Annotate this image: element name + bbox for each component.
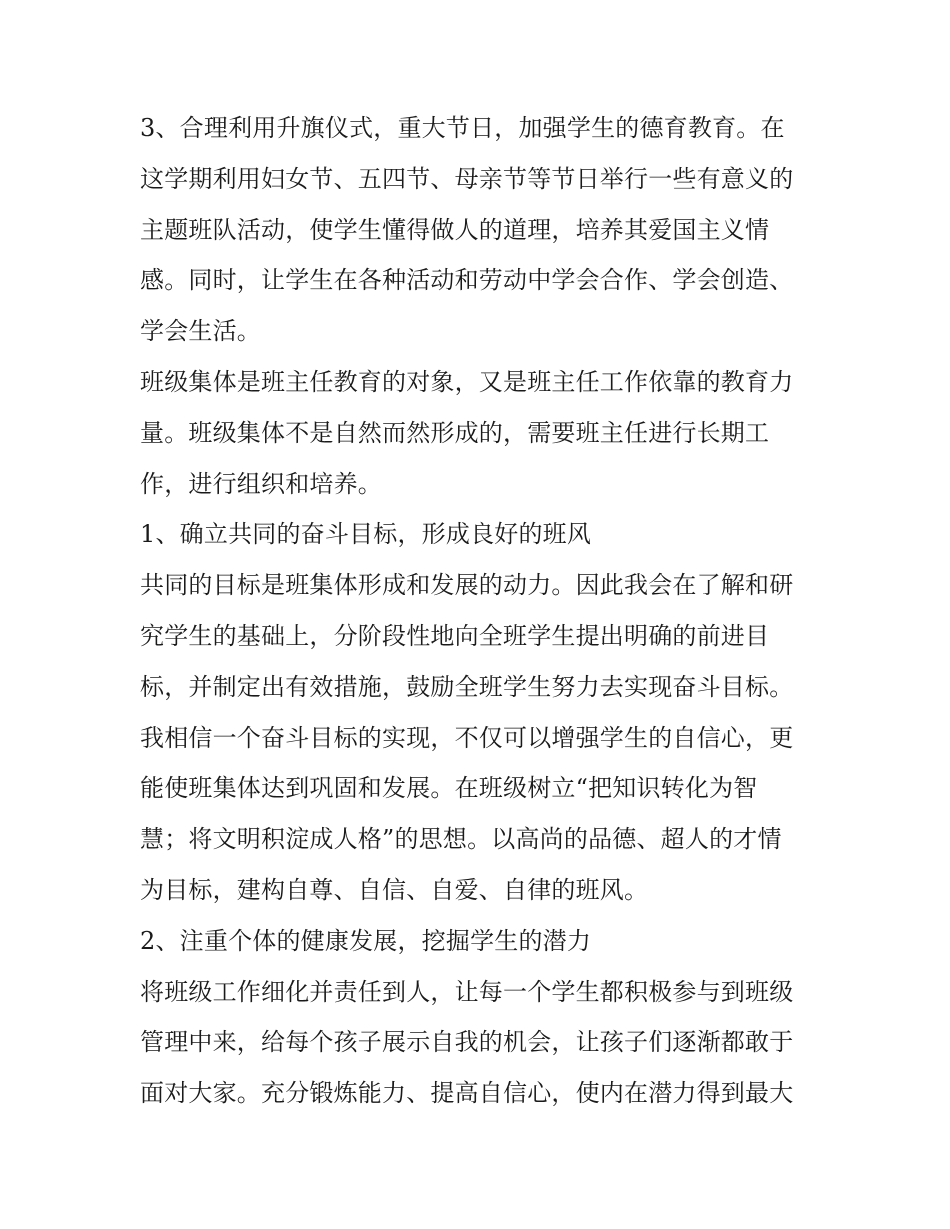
text-line: 究学生的基础上，分阶段性地向全班学生提出明确的前进目 bbox=[140, 621, 770, 650]
text-line: 能使班集体达到巩固和发展。在班级树立“把知识转化为智 bbox=[140, 774, 758, 803]
text-line: 感。同时，让学生在各种活动和劳动中学会合作、学会创造、 bbox=[140, 266, 794, 295]
text-line: 为目标，建构自尊、自信、自爱、自律的班风。 bbox=[140, 875, 649, 904]
text-line: 将班级工作细化并责任到人，让每一个学生都积极参与到班级 bbox=[140, 977, 794, 1006]
text-line: 3、合理利用升旗仪式，重大节日，加强学生的德育教育。在 bbox=[140, 114, 785, 142]
text-line: 量。班级集体不是自然而然形成的，需要班主任进行长期工 bbox=[140, 418, 770, 447]
document-body bbox=[140, 103, 812, 1119]
text-line: 作，进行组织和培养。 bbox=[140, 469, 382, 498]
text-line: 我相信一个奋斗目标的实现，不仅可以增强学生的自信心，更 bbox=[140, 723, 794, 752]
text-line: 共同的目标是班集体形成和发展的动力。因此我会在了解和研 bbox=[140, 571, 794, 600]
text-line: 慧；将文明积淀成人格”的思想。以高尚的品德、超人的才情 bbox=[140, 825, 782, 854]
section-heading: 1、确立共同的奋斗目标，形成良好的班风 bbox=[140, 520, 592, 549]
section-heading: 2、注重个体的健康发展，挖掘学生的潜力 bbox=[140, 926, 592, 955]
text-line: 标，并制定出有效措施，鼓励全班学生努力去实现奋斗目标。 bbox=[140, 672, 794, 701]
text-line: 面对大家。充分锻炼能力、提高自信心，使内在潜力得到最大 bbox=[140, 1079, 794, 1108]
text-line: 学会生活。 bbox=[140, 317, 261, 346]
text-line: 班级集体是班主任教育的对象，又是班主任工作依靠的教育力 bbox=[140, 367, 794, 396]
text-line: 这学期利用妇女节、五四节、母亲节等节日举行一些有意义的 bbox=[140, 164, 794, 193]
text-line: 主题班队活动，使学生懂得做人的道理，培养其爱国主义情 bbox=[140, 215, 770, 244]
text-line: 管理中来，给每个孩子展示自我的机会，让孩子们逐渐都敢于 bbox=[140, 1028, 794, 1057]
